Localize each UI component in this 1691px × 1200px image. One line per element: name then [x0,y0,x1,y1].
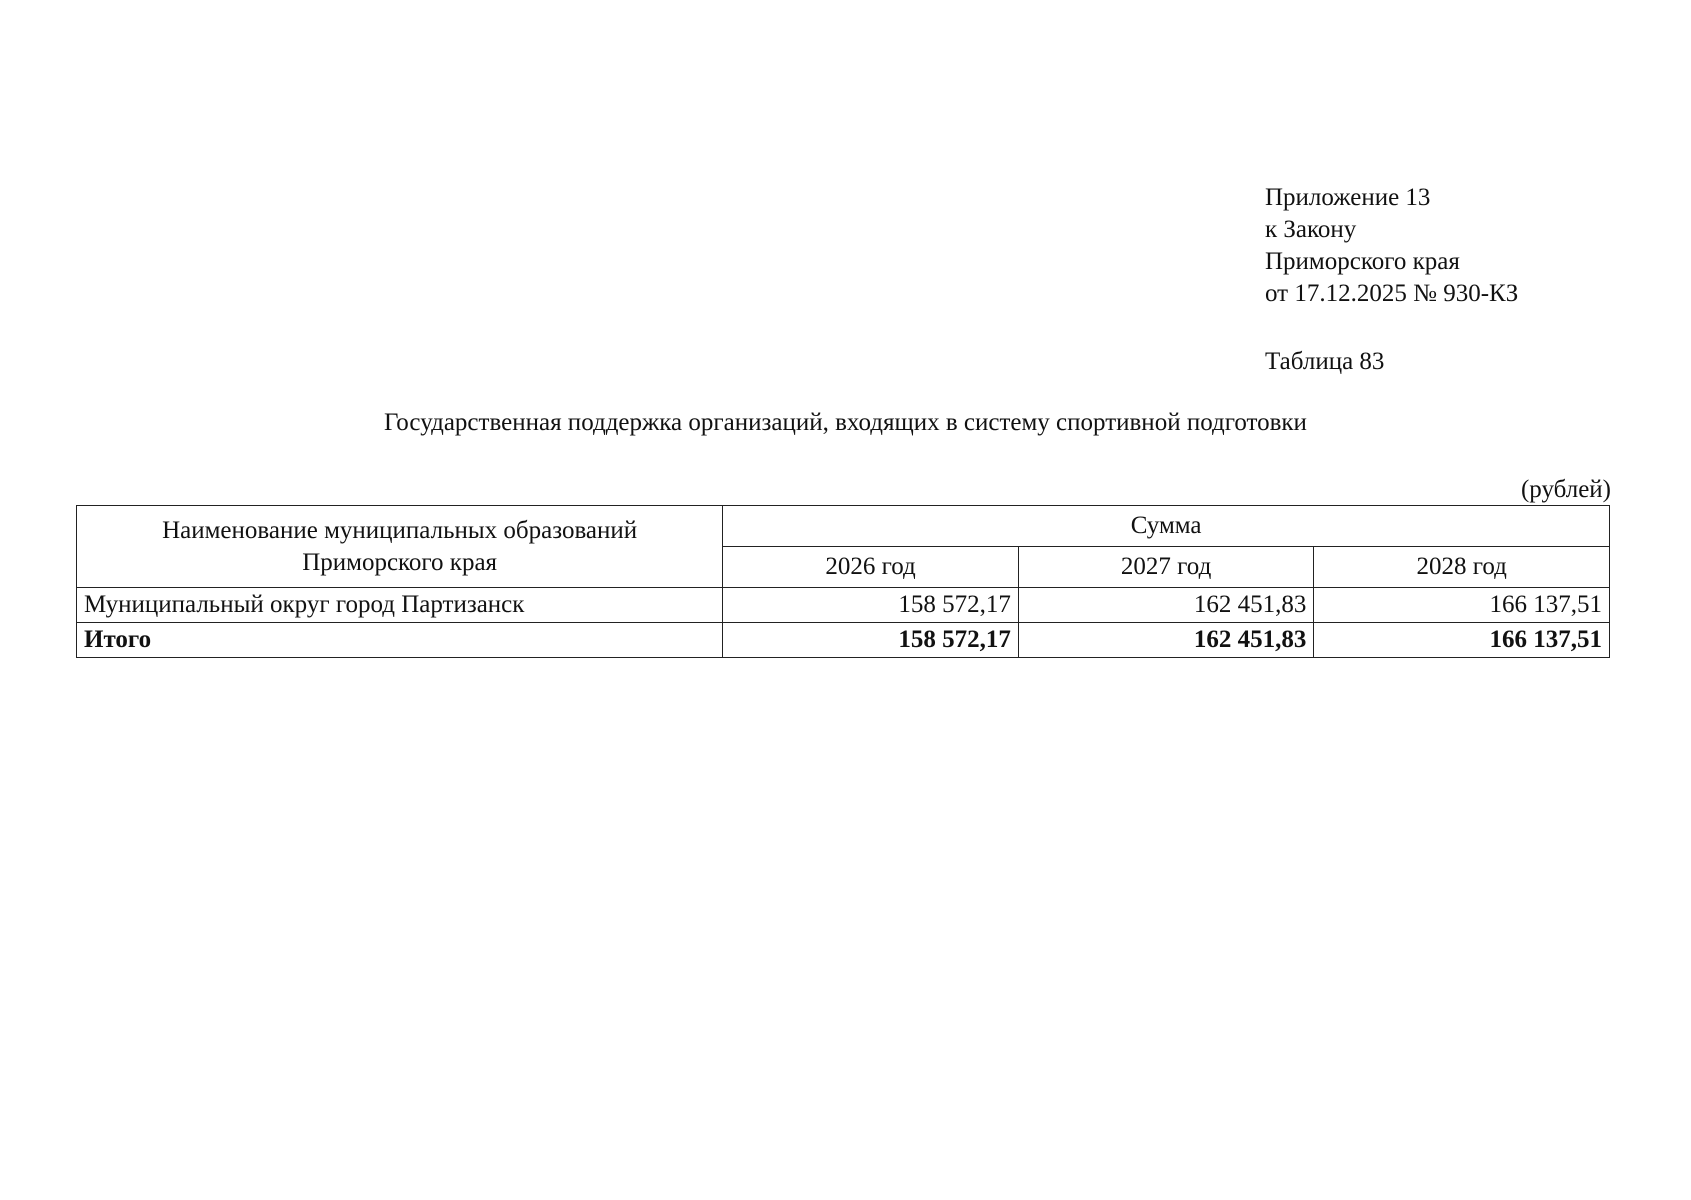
column-header-year-2026: 2026 год [723,547,1019,588]
annex-line-3: Приморского края [1265,248,1460,275]
column-header-municipality-line-1: Наименование муниципальных образований [162,516,638,544]
budget-table [76,505,1610,658]
value-2028: 166 137,51 [1314,588,1610,623]
annex-line-4: от 17.12.2025 № 930-КЗ [1265,280,1519,307]
document-title: Государственная поддержка организаций, входящих в систему спортивной подготовки [384,409,1307,436]
table-row [77,588,1610,623]
annex-line-2: к Закону [1265,216,1357,243]
table-number-label: Таблица 83 [1265,348,1385,375]
total-value-2027: 162 451,83 [1018,623,1314,658]
value-2026: 158 572,17 [723,588,1019,623]
total-value-2026: 158 572,17 [723,623,1019,658]
column-header-sum: Сумма [723,506,1610,547]
units-label: (рублей) [1520,476,1611,503]
table-total-row [77,623,1610,658]
column-header-year-2028: 2028 год [1314,547,1610,588]
column-header-municipality-line-2: Приморского края [302,548,498,576]
value-2027: 162 451,83 [1018,588,1314,623]
table-header-row [77,506,1610,547]
municipality-name: Муниципальный округ город Партизанск [77,588,723,623]
total-label: Итого [77,623,723,658]
total-value-2028: 166 137,51 [1314,623,1610,658]
column-header-year-2027: 2027 год [1018,547,1314,588]
annex-block [1265,182,1518,310]
column-header-municipality [77,506,723,588]
annex-line-1: Приложение 13 [1265,184,1431,211]
